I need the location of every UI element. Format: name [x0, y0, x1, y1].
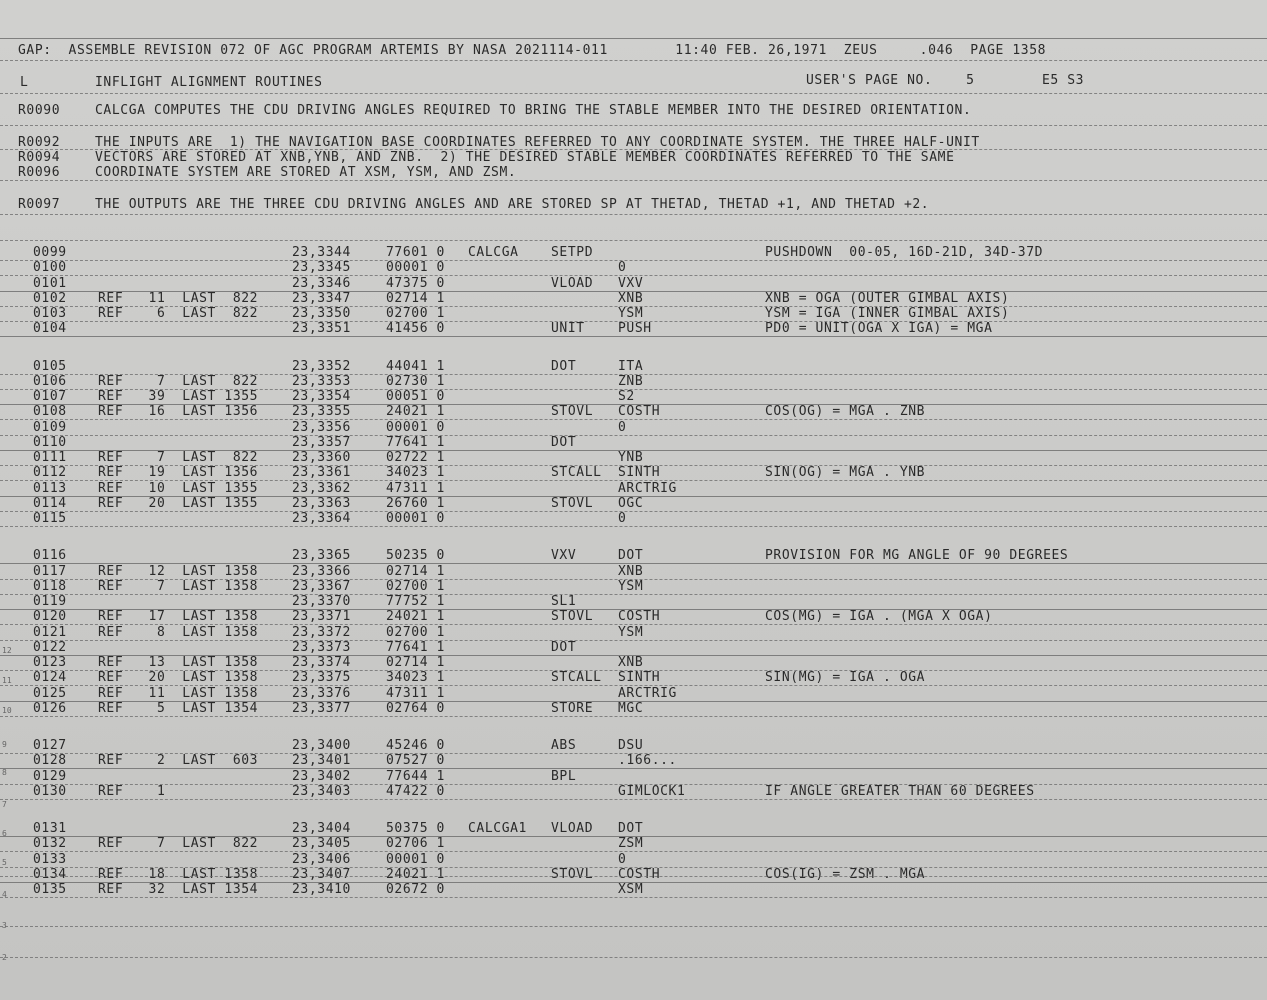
- comment-text: THE INPUTS ARE 1) THE NAVIGATION BASE COORDINATES REFERRED TO ANY COORDINATE SYSTEM. THE THREE HALF-UNIT: [95, 135, 980, 150]
- address: 23,3357: [292, 434, 351, 450]
- address: 23,3360: [292, 450, 351, 465]
- header-line-1: GAP: ASSEMBLE REVISION 072 OF AGC PROGRAM ARTEMIS BY NASA 2021114-011 11:40 FEB. 26,1971 ZEUS .046 PAGE 1358: [18, 43, 1047, 58]
- remark: XNB = OGA (OUTER GIMBAL AXIS): [765, 290, 1010, 306]
- ref-info: REF 6 LAST 822: [98, 306, 259, 321]
- operand: GIMLOCK1: [618, 783, 686, 799]
- opcode: ABS: [551, 738, 577, 753]
- octal-code: 77644 1: [386, 768, 445, 784]
- octal-code: 02764 0: [386, 700, 445, 716]
- address: 23,3374: [292, 655, 351, 670]
- opcode: DOT: [551, 434, 577, 450]
- opcode: STOVL: [551, 866, 594, 882]
- operand: SINTH: [618, 465, 661, 481]
- line-number: 0135: [33, 882, 67, 897]
- ref-info: REF 20 LAST 1355: [98, 495, 259, 511]
- operand: 0: [618, 851, 627, 867]
- operand: XSM: [618, 882, 644, 897]
- opcode: SL1: [551, 594, 577, 609]
- opcode: BPL: [551, 768, 577, 784]
- line-number: 0109: [33, 419, 67, 435]
- rule-line: [0, 435, 1267, 436]
- comment-text: VECTORS ARE STORED AT XNB,YNB, AND ZNB. 2) THE DESIRED STABLE MEMBER COORDINATES REFERRED TO THE SAME: [95, 150, 955, 165]
- opcode: VLOAD: [551, 275, 594, 291]
- octal-code: 02706 1: [386, 836, 445, 852]
- line-number: 0133: [33, 851, 67, 867]
- opcode: SETPD: [551, 245, 594, 260]
- address: 23,3377: [292, 700, 351, 716]
- operand: SINTH: [618, 670, 661, 686]
- line-number: 0127: [33, 738, 67, 753]
- remark: PUSHDOWN 00-05, 16D-21D, 34D-37D: [765, 245, 1044, 260]
- address: 23,3405: [292, 836, 351, 852]
- line-number: 0117: [33, 563, 67, 579]
- operand: XNB: [618, 655, 644, 670]
- line-number: 0106: [33, 373, 67, 389]
- address: 23,3356: [292, 419, 351, 435]
- opcode: VXV: [551, 548, 577, 564]
- ref-info: REF 13 LAST 1358: [98, 655, 259, 670]
- ref-info: REF 11 LAST 1358: [98, 685, 259, 701]
- address: 23,3367: [292, 578, 351, 594]
- address: 23,3355: [292, 404, 351, 420]
- operand: YNB: [618, 450, 644, 465]
- operand: COSTH: [618, 404, 661, 420]
- octal-code: 02700 1: [386, 578, 445, 594]
- header-page-info: USER'S PAGE NO. 5 E5 S3: [806, 73, 1085, 88]
- octal-code: 02700 1: [386, 306, 445, 321]
- remark: PROVISION FOR MG ANGLE OF 90 DEGREES: [765, 548, 1069, 564]
- octal-code: 24021 1: [386, 609, 445, 625]
- address: 23,3364: [292, 511, 351, 526]
- address: 23,3366: [292, 563, 351, 579]
- address: 23,3351: [292, 321, 351, 337]
- ref-info: REF 12 LAST 1358: [98, 563, 259, 579]
- opcode: STCALL: [551, 670, 602, 686]
- comment-id: R0096: [18, 165, 61, 180]
- ref-info: REF 5 LAST 1354: [98, 700, 259, 716]
- address: 23,3346: [292, 275, 351, 291]
- comment-id: R0094: [18, 150, 61, 165]
- operand: VXV: [618, 275, 644, 291]
- rule-line: [0, 897, 1267, 898]
- line-number: 0132: [33, 836, 67, 852]
- address: 23,3375: [292, 670, 351, 686]
- margin-mark: 8: [2, 768, 7, 777]
- rule-line: [0, 260, 1267, 261]
- remark: SIN(OG) = MGA . YNB: [765, 465, 926, 481]
- opcode: STCALL: [551, 465, 602, 481]
- opcode: STORE: [551, 700, 594, 716]
- line-number: 0130: [33, 783, 67, 799]
- octal-code: 77641 1: [386, 639, 445, 655]
- octal-code: 00001 0: [386, 851, 445, 867]
- address: 23,3362: [292, 480, 351, 496]
- octal-code: 34023 1: [386, 670, 445, 686]
- line-number: 0131: [33, 821, 67, 836]
- remark: IF ANGLE GREATER THAN 60 DEGREES: [765, 783, 1035, 799]
- rule-line: [0, 149, 1267, 150]
- address: 23,3345: [292, 260, 351, 276]
- line-number: 0110: [33, 434, 67, 450]
- operand: OGC: [618, 495, 644, 511]
- address: 23,3403: [292, 783, 351, 799]
- operand: YSM: [618, 306, 644, 321]
- octal-code: 77601 0: [386, 245, 445, 260]
- comment-id: R0097: [18, 197, 61, 212]
- address: 23,3361: [292, 465, 351, 481]
- address: 23,3401: [292, 753, 351, 769]
- opcode: STOVL: [551, 609, 594, 625]
- octal-code: 50375 0: [386, 821, 445, 836]
- ref-info: REF 7 LAST 822: [98, 836, 259, 852]
- ref-info: REF 2 LAST 603: [98, 753, 259, 769]
- header-section-title: INFLIGHT ALIGNMENT ROUTINES: [95, 75, 323, 90]
- line-number: 0119: [33, 594, 67, 609]
- octal-code: 34023 1: [386, 465, 445, 481]
- ref-info: REF 32 LAST 1354: [98, 882, 259, 897]
- address: 23,3350: [292, 306, 351, 321]
- line-number: 0122: [33, 639, 67, 655]
- remark: COS(OG) = MGA . ZNB: [765, 404, 926, 420]
- line-number: 0114: [33, 495, 67, 511]
- remark: COS(MG) = IGA . (MGA X OGA): [765, 609, 993, 625]
- address: 23,3406: [292, 851, 351, 867]
- octal-code: 77752 1: [386, 594, 445, 609]
- opcode: DOT: [551, 358, 577, 374]
- address: 23,3371: [292, 609, 351, 625]
- margin-mark: 7: [2, 800, 7, 809]
- ref-info: REF 18 LAST 1358: [98, 866, 259, 882]
- octal-code: 45246 0: [386, 738, 445, 753]
- margin-mark: 9: [2, 740, 7, 749]
- opcode: DOT: [551, 639, 577, 655]
- address: 23,3373: [292, 639, 351, 655]
- rule-line: [0, 957, 1267, 958]
- address: 23,3376: [292, 685, 351, 701]
- operand: DOT: [618, 821, 644, 836]
- octal-code: 00001 0: [386, 419, 445, 435]
- operand: ARCTRIG: [618, 685, 677, 701]
- line-number: 0107: [33, 389, 67, 404]
- operand: 0: [618, 511, 627, 526]
- comment-text: CALCGA COMPUTES THE CDU DRIVING ANGLES REQUIRED TO BRING THE STABLE MEMBER INTO THE DESIRED ORIENTATION.: [95, 103, 972, 118]
- line-number: 0116: [33, 548, 67, 564]
- label: CALCGA1: [468, 821, 527, 836]
- line-number: 0099: [33, 245, 67, 260]
- comment-text: THE OUTPUTS ARE THE THREE CDU DRIVING ANGLES AND ARE STORED SP AT THETAD, THETAD +1, AND THETAD +2.: [95, 197, 930, 212]
- address: 23,3370: [292, 594, 351, 609]
- octal-code: 47311 1: [386, 685, 445, 701]
- address: 23,3354: [292, 389, 351, 404]
- octal-code: 02730 1: [386, 373, 445, 389]
- line-number: 0105: [33, 358, 67, 374]
- octal-code: 02714 1: [386, 563, 445, 579]
- ref-info: REF 17 LAST 1358: [98, 609, 259, 625]
- octal-code: 00001 0: [386, 260, 445, 276]
- address: 23,3347: [292, 290, 351, 306]
- comment-id: R0092: [18, 135, 61, 150]
- opcode: VLOAD: [551, 821, 594, 836]
- octal-code: 00051 0: [386, 389, 445, 404]
- operand: ITA: [618, 358, 644, 374]
- line-number: 0101: [33, 275, 67, 291]
- operand: XNB: [618, 563, 644, 579]
- ref-info: REF 7 LAST 822: [98, 450, 259, 465]
- line-number: 0123: [33, 655, 67, 670]
- margin-mark: 3: [2, 921, 7, 930]
- octal-code: 47311 1: [386, 480, 445, 496]
- address: 23,3400: [292, 738, 351, 753]
- operand: PUSH: [618, 321, 652, 337]
- margin-mark: 5: [2, 858, 7, 867]
- operand: 0: [618, 260, 627, 276]
- rule-line: [0, 336, 1267, 337]
- line-number: 0115: [33, 511, 67, 526]
- line-number: 0129: [33, 768, 67, 784]
- margin-mark: 11: [2, 676, 12, 685]
- rule-line: [0, 851, 1267, 852]
- operand: XNB: [618, 290, 644, 306]
- rule-line: [0, 511, 1267, 512]
- rule-line: [0, 716, 1267, 717]
- rule-line: [0, 240, 1267, 241]
- operand: ZSM: [618, 836, 644, 852]
- line-number: 0118: [33, 578, 67, 594]
- octal-code: 26760 1: [386, 495, 445, 511]
- line-number: 0113: [33, 480, 67, 496]
- ref-info: REF 10 LAST 1355: [98, 480, 259, 496]
- margin-mark: 12: [2, 646, 12, 655]
- operand: COSTH: [618, 609, 661, 625]
- octal-code: 24021 1: [386, 404, 445, 420]
- octal-code: 00001 0: [386, 511, 445, 526]
- ref-info: REF 11 LAST 822: [98, 290, 259, 306]
- octal-code: 07527 0: [386, 753, 445, 769]
- header-level-marker: L: [20, 75, 29, 90]
- operand: 0: [618, 419, 627, 435]
- line-number: 0124: [33, 670, 67, 686]
- octal-code: 02714 1: [386, 655, 445, 670]
- line-number: 0104: [33, 321, 67, 337]
- ref-info: REF 8 LAST 1358: [98, 624, 259, 640]
- line-number: 0121: [33, 624, 67, 640]
- opcode: STOVL: [551, 495, 594, 511]
- address: 23,3404: [292, 821, 351, 836]
- rule-line: [0, 640, 1267, 641]
- address: 23,3372: [292, 624, 351, 640]
- octal-code: 41456 0: [386, 321, 445, 337]
- address: 23,3353: [292, 373, 351, 389]
- comment-text: COORDINATE SYSTEM ARE STORED AT XSM, YSM, AND ZSM.: [95, 165, 517, 180]
- line-number: 0128: [33, 753, 67, 769]
- octal-code: 50235 0: [386, 548, 445, 564]
- address: 23,3344: [292, 245, 351, 260]
- line-number: 0112: [33, 465, 67, 481]
- line-number: 0134: [33, 866, 67, 882]
- address: 23,3402: [292, 768, 351, 784]
- opcode: UNIT: [551, 321, 585, 337]
- octal-code: 44041 1: [386, 358, 445, 374]
- operand: YSM: [618, 578, 644, 594]
- octal-code: 02714 1: [386, 290, 445, 306]
- remark: COS(IG) = ZSM . MGA: [765, 866, 926, 882]
- remark: SIN(MG) = IGA . OGA: [765, 670, 926, 686]
- line-number: 0120: [33, 609, 67, 625]
- ref-info: REF 7 LAST 1358: [98, 578, 259, 594]
- operand: YSM: [618, 624, 644, 640]
- operand: ZNB: [618, 373, 644, 389]
- rule-line: [0, 214, 1267, 215]
- operand: .166...: [618, 753, 677, 769]
- rule-line: [0, 799, 1267, 800]
- ref-info: REF 1: [98, 783, 166, 799]
- ref-info: REF 16 LAST 1356: [98, 404, 259, 420]
- octal-code: 02722 1: [386, 450, 445, 465]
- rule-line: [0, 594, 1267, 595]
- operand: DOT: [618, 548, 644, 564]
- rule-line: [0, 526, 1267, 527]
- label: CALCGA: [468, 245, 519, 260]
- octal-code: 02672 0: [386, 882, 445, 897]
- line-number: 0111: [33, 450, 67, 465]
- margin-mark: 6: [2, 829, 7, 838]
- operand: COSTH: [618, 866, 661, 882]
- address: 23,3407: [292, 866, 351, 882]
- ref-info: REF 20 LAST 1358: [98, 670, 259, 686]
- address: 23,3410: [292, 882, 351, 897]
- address: 23,3352: [292, 358, 351, 374]
- rule-line: [0, 926, 1267, 927]
- rule-line: [0, 180, 1267, 181]
- octal-code: 02700 1: [386, 624, 445, 640]
- ref-info: REF 7 LAST 822: [98, 373, 259, 389]
- ref-info: REF 39 LAST 1355: [98, 389, 259, 404]
- remark: PD0 = UNIT(OGA X IGA) = MGA: [765, 321, 993, 337]
- line-number: 0100: [33, 260, 67, 276]
- address: 23,3365: [292, 548, 351, 564]
- octal-code: 47422 0: [386, 783, 445, 799]
- operand: ARCTRIG: [618, 480, 677, 496]
- opcode: STOVL: [551, 404, 594, 420]
- octal-code: 24021 1: [386, 866, 445, 882]
- line-number: 0103: [33, 306, 67, 321]
- rule-line: [0, 419, 1267, 420]
- rule-line: [0, 876, 1267, 877]
- line-number: 0108: [33, 404, 67, 420]
- line-number: 0126: [33, 700, 67, 716]
- operand: MGC: [618, 700, 644, 716]
- margin-mark: 4: [2, 890, 7, 899]
- operand: S2: [618, 389, 635, 404]
- line-number: 0125: [33, 685, 67, 701]
- comment-id: R0090: [18, 103, 61, 118]
- operand: DSU: [618, 738, 644, 753]
- address: 23,3363: [292, 495, 351, 511]
- rule-line: [0, 125, 1267, 126]
- rule-line: [0, 768, 1267, 769]
- margin-mark: 2: [2, 953, 7, 962]
- remark: YSM = IGA (INNER GIMBAL AXIS): [765, 306, 1010, 321]
- line-number: 0102: [33, 290, 67, 306]
- octal-code: 47375 0: [386, 275, 445, 291]
- octal-code: 77641 1: [386, 434, 445, 450]
- margin-mark: 10: [2, 706, 12, 715]
- ref-info: REF 19 LAST 1356: [98, 465, 259, 481]
